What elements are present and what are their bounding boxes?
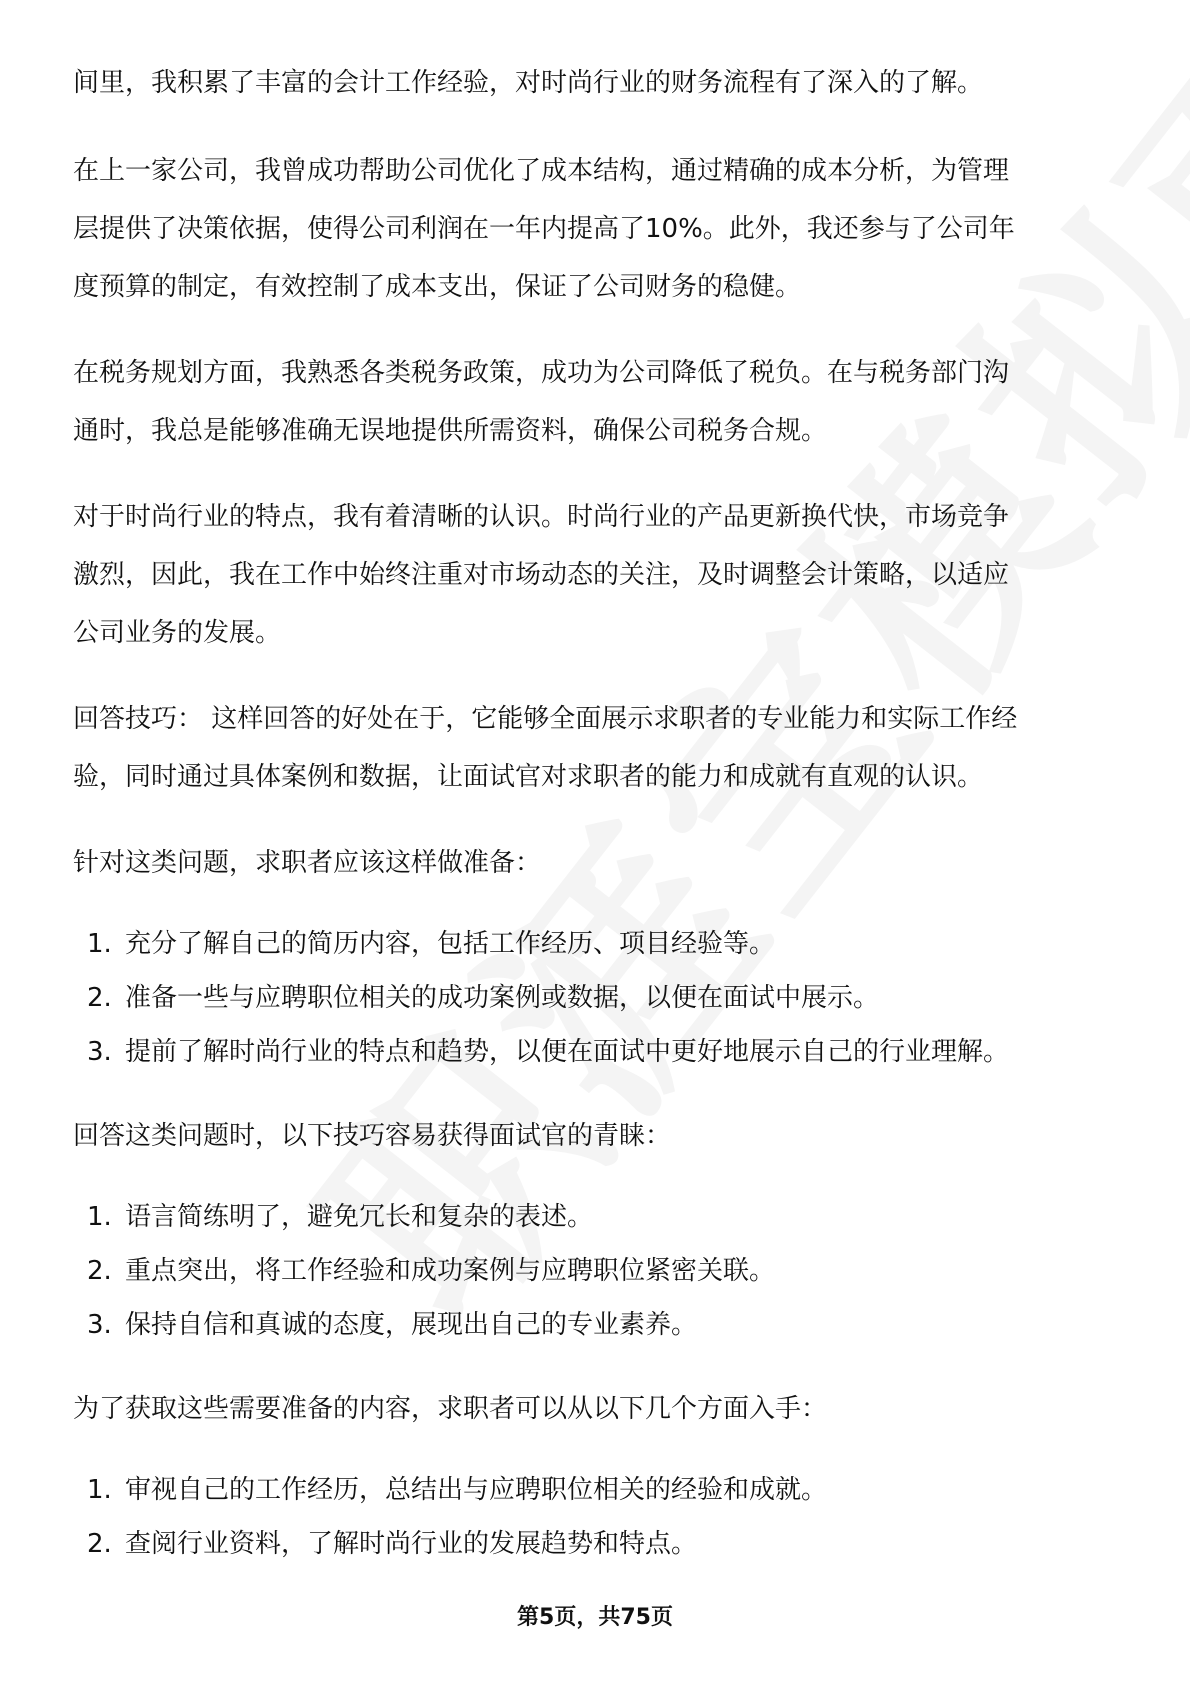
- list-item: [73, 917, 1125, 971]
- paragraph-line: 公司业务的发展。: [73, 618, 282, 648]
- list-text: 语言简练明了，避免冗长和复杂的表述。: [125, 1202, 594, 1232]
- list-number: 2.: [87, 983, 112, 1013]
- paragraph-cost-optimization: [73, 142, 1125, 316]
- paragraph-tax-planning: [73, 344, 1125, 460]
- list-text: 重点突出，将工作经验和成功案例与应聘职位紧密关联。: [125, 1256, 776, 1286]
- paragraph-line: 回答这类问题时，以下技巧容易获得面试官的青睐：: [73, 1121, 672, 1151]
- sources-list: [73, 1463, 1125, 1571]
- list-number: 1.: [87, 1202, 112, 1232]
- list-item: [73, 1517, 1125, 1571]
- paragraph-line: 通时，我总是能够准确无误地提供所需资料，确保公司税务合规。: [73, 416, 828, 446]
- paragraph-line: 在税务规划方面，我熟悉各类税务政策，成功为公司降低了税负。在与税务部门沟: [73, 358, 1010, 388]
- list-number: 3.: [87, 1310, 112, 1340]
- list-text: 审视自己的工作经历，总结出与应聘职位相关的经验和成就。: [125, 1475, 828, 1505]
- list-text: 准备一些与应聘职位相关的成功案例或数据，以便在面试中展示。: [125, 983, 880, 1013]
- paragraph-prepare-heading: [73, 834, 1125, 892]
- list-number: 1.: [87, 929, 112, 959]
- list-item: [73, 1244, 1125, 1298]
- list-item: [73, 1298, 1125, 1352]
- list-item: [73, 1025, 1125, 1079]
- paragraph-answer-tips: [73, 690, 1125, 806]
- paragraph-line: 验，同时通过具体案例和数据，让面试官对求职者的能力和成就有直观的认识。: [73, 762, 984, 792]
- paragraph-tips-heading: [73, 1107, 1125, 1165]
- list-text: 提前了解时尚行业的特点和趋势，以便在面试中更好地展示自己的行业理解。: [125, 1037, 1010, 1067]
- list-text: 充分了解自己的简历内容，包括工作经历、项目经验等。: [125, 929, 776, 959]
- list-number: 1.: [87, 1475, 112, 1505]
- paragraph-line: 针对这类问题，求职者应该这样做准备：: [73, 848, 542, 878]
- paragraph-line: 为了获取这些需要准备的内容，求职者可以从以下几个方面入手：: [73, 1394, 828, 1424]
- list-item: [73, 971, 1125, 1025]
- paragraph-line: 在上一家公司，我曾成功帮助公司优化了成本结构，通过精确的成本分析，为管理: [73, 156, 1010, 186]
- paragraph-line: 激烈，因此，我在工作中始终注重对市场动态的关注，及时调整会计策略，以适应: [73, 560, 1010, 590]
- list-number: 2.: [87, 1256, 112, 1286]
- list-text: 保持自信和真诚的态度，展现出自己的专业素养。: [125, 1310, 698, 1340]
- list-number: 3.: [87, 1037, 112, 1067]
- document-content: [73, 54, 1125, 1599]
- paragraph-line: 间里，我积累了丰富的会计工作经验，对时尚行业的财务流程有了深入的了解。: [73, 68, 984, 98]
- tips-list: [73, 1190, 1125, 1352]
- list-item: [73, 1463, 1125, 1517]
- paragraph-experience-intro: [73, 54, 1125, 112]
- list-text: 查阅行业资料，了解时尚行业的发展趋势和特点。: [125, 1529, 698, 1559]
- paragraph-fashion-industry: [73, 488, 1125, 662]
- paragraph-sources-heading: [73, 1380, 1125, 1438]
- list-number: 2.: [87, 1529, 112, 1559]
- paragraph-line: 度预算的制定，有效控制了成本支出，保证了公司财务的稳健。: [73, 272, 802, 302]
- page-number: 第5页，共75页: [517, 1605, 673, 1630]
- list-item: [73, 1190, 1125, 1244]
- paragraph-line: 回答技巧： 这样回答的好处在于，它能够全面展示求职者的专业能力和实际工作经: [73, 704, 1018, 734]
- paragraph-line: 对于时尚行业的特点，我有着清晰的认识。时尚行业的产品更新换代快，市场竞争: [73, 502, 1010, 532]
- prepare-list: [73, 917, 1125, 1079]
- paragraph-line: 层提供了决策依据，使得公司利润在一年内提高了10%。此外，我还参与了公司年: [73, 214, 1015, 244]
